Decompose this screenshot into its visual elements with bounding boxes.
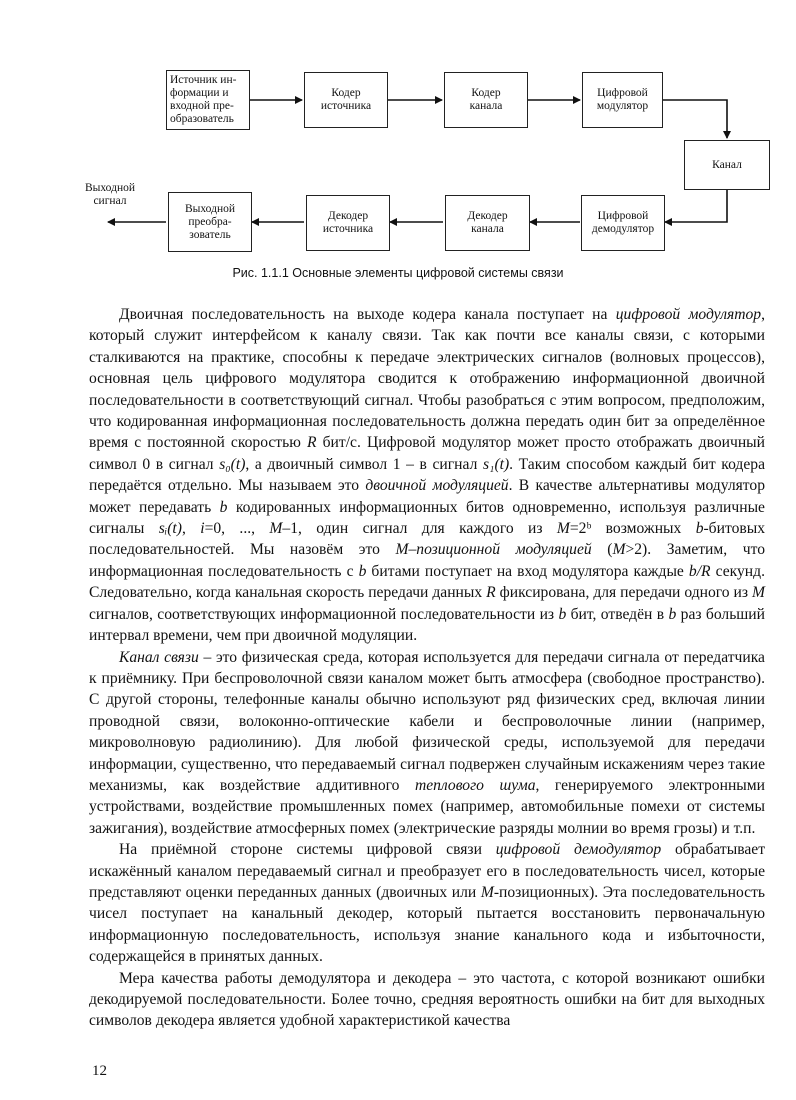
block-channel-decoder: Декодер канала	[445, 195, 530, 251]
text-run: , а двоичный символ 1 – в сигнал	[245, 455, 483, 473]
output-signal-label: Выходной сигнал	[84, 182, 136, 207]
italic-term: b	[558, 605, 567, 623]
text-run: -позиционных). Эта последовательность чисел поступает на канальный декодер, который пытается восстановить первоначальную информационную последовательность, используя знание канального кода и избыточности, содержащейся в принятых данных.	[89, 883, 765, 966]
text-run: . В качестве альтернативы модулятор может передавать	[89, 477, 765, 516]
block-source-input-transducer: Источник ин- формации и входной пре- образователь	[166, 70, 250, 130]
block-source-encoder: Кодер источника	[304, 72, 388, 128]
block-channel: Канал	[684, 140, 770, 190]
text-run: обрабатывает искажённый каналом передаваемый сигнал и преобразует его в последовательность чисел, которые представляют оценки переданных данных (двоичных или	[89, 841, 766, 901]
text-run: >2). Заметим, что информационная последовательность с	[89, 541, 766, 580]
italic-term: b	[358, 562, 367, 580]
italic-term: R	[486, 584, 496, 602]
text-run: секунд. Следовательно, когда канальная скорость передачи данных	[89, 562, 765, 602]
text-run: (	[591, 541, 613, 559]
text-run: битами поступает на вход модулятора каждые	[366, 562, 689, 580]
italic-term: цифровой демодулятор	[495, 841, 662, 859]
text-run: =0, ...,	[204, 520, 270, 538]
body-text	[89, 304, 765, 1032]
text-run: фиксирована, для передачи одного из	[495, 584, 752, 602]
italic-term: b	[695, 520, 704, 538]
italic-term: i	[200, 520, 205, 538]
paragraph	[89, 304, 765, 647]
arrow-modulator-to-channel	[663, 100, 727, 138]
text-run: , генерируемого электронными устройствами, воздействие промышленных помех (например, автомобильные помехи от системы зажигания), воздействие атмосферных помех (электрические разряды молнии во время грозы) и т.п.	[89, 776, 765, 837]
text-run: бит/с. Цифровой модулятор может просто отображать двоичный символ 0 в сигнал	[89, 434, 765, 473]
paragraph	[89, 968, 765, 1032]
page-number: 12	[92, 1063, 107, 1079]
italic-term: s₁(t)	[482, 455, 510, 473]
text-run: . Таким способом каждый бит кодера передаётся отдельно. Мы называем это	[89, 455, 765, 495]
italic-term: s₀(t)	[219, 455, 246, 473]
text-run: бит, отведён в	[566, 605, 669, 623]
text-run: Двоичная последовательность на выходе кодера канала поступает на	[119, 306, 616, 323]
italic-term: M	[480, 883, 494, 901]
figure-caption: Рис. 1.1.1 Основные элементы цифровой системы связи	[232, 266, 564, 280]
italic-term: теплового шума	[414, 776, 536, 794]
text-run: , который служит интерфейсом к каналу связи. Так как почти все каналы связи, с которыми сталкиваются на практике, способны к передаче электрических сигналов (волновых процессов), основная цель цифрового модулятора сводится к отображению информационной двоичной последовательности в соответствующий сигнал. Чтобы разобраться с этим вопросом, предположим, что кодированная информационная последовательность должна передать один бит за определённое время с постоянной скоростью	[89, 306, 765, 452]
italic-term: двоичной модуляцией	[365, 477, 509, 495]
text-run: ,	[181, 520, 201, 538]
italic-term: цифровой модулятор	[615, 306, 762, 323]
text-run: кодированных информационных битов одновременно, используя различные сигналы	[89, 498, 765, 538]
block-source-decoder: Декодер источника	[306, 195, 390, 251]
italic-term: M–позиционной модуляцией	[395, 541, 592, 559]
italic-term: b/R	[688, 562, 711, 580]
text-run: =2ᵇ возможных	[569, 520, 696, 538]
block-digital-modulator: Цифровой модулятор	[582, 72, 663, 128]
block-output-transducer: Выходной преобра- зователь	[168, 192, 252, 252]
text-run: –1, один сигнал для каждого из	[282, 520, 557, 538]
arrow-channel-to-demodulator	[665, 190, 727, 222]
text-run: -битовых последовательностей. Мы назовём это	[89, 520, 765, 559]
italic-term: R	[306, 434, 317, 452]
italic-term: Канал связи	[119, 648, 199, 666]
text-run: сигналов, соответствующих информационной последовательности из	[89, 605, 559, 623]
paragraph	[89, 647, 765, 840]
italic-term: M	[556, 520, 570, 538]
italic-term: sᵢ(t)	[158, 520, 182, 538]
text-run: – это физическая среда, которая используется для передачи сигнала от передатчика к приёмнику. При беспроволочной связи каналом может быть атмосфера (свободное пространство). С другой стороны, телефонные каналы обычно используют ряд физических сред, включая линии проводной связи, волоконно-оптические кабели и беспроволочные линии (например, микроволновую радиолинию). Для любой физической среды, используемой для передачи информации, существенно, что передаваемый сигнал подвержен случайным искажениям через такие механизмы, как воздействие аддитивного	[89, 648, 765, 794]
italic-term: b	[668, 605, 677, 623]
italic-term: b	[219, 498, 228, 516]
text-run: Мера качества работы демодулятора и декодера – это частота, с которой возникают ошибки декодируемой последовательности. Более точно, средняя вероятность ошибки на бит для выходных символов декодера является удобной характеристикой качества	[89, 969, 765, 1030]
text-run: На приёмной стороне системы цифровой связи	[119, 841, 496, 859]
text-run: раз больший интервал времени, чем при двоичной модуляции.	[89, 605, 765, 645]
block-channel-encoder: Кодер канала	[444, 72, 528, 128]
italic-term: M	[269, 520, 283, 538]
paragraph	[89, 839, 765, 967]
block-diagram	[60, 55, 780, 265]
block-digital-demodulator: Цифровой демодулятор	[581, 195, 665, 251]
italic-term: M	[752, 584, 765, 602]
italic-term: M	[612, 541, 626, 559]
